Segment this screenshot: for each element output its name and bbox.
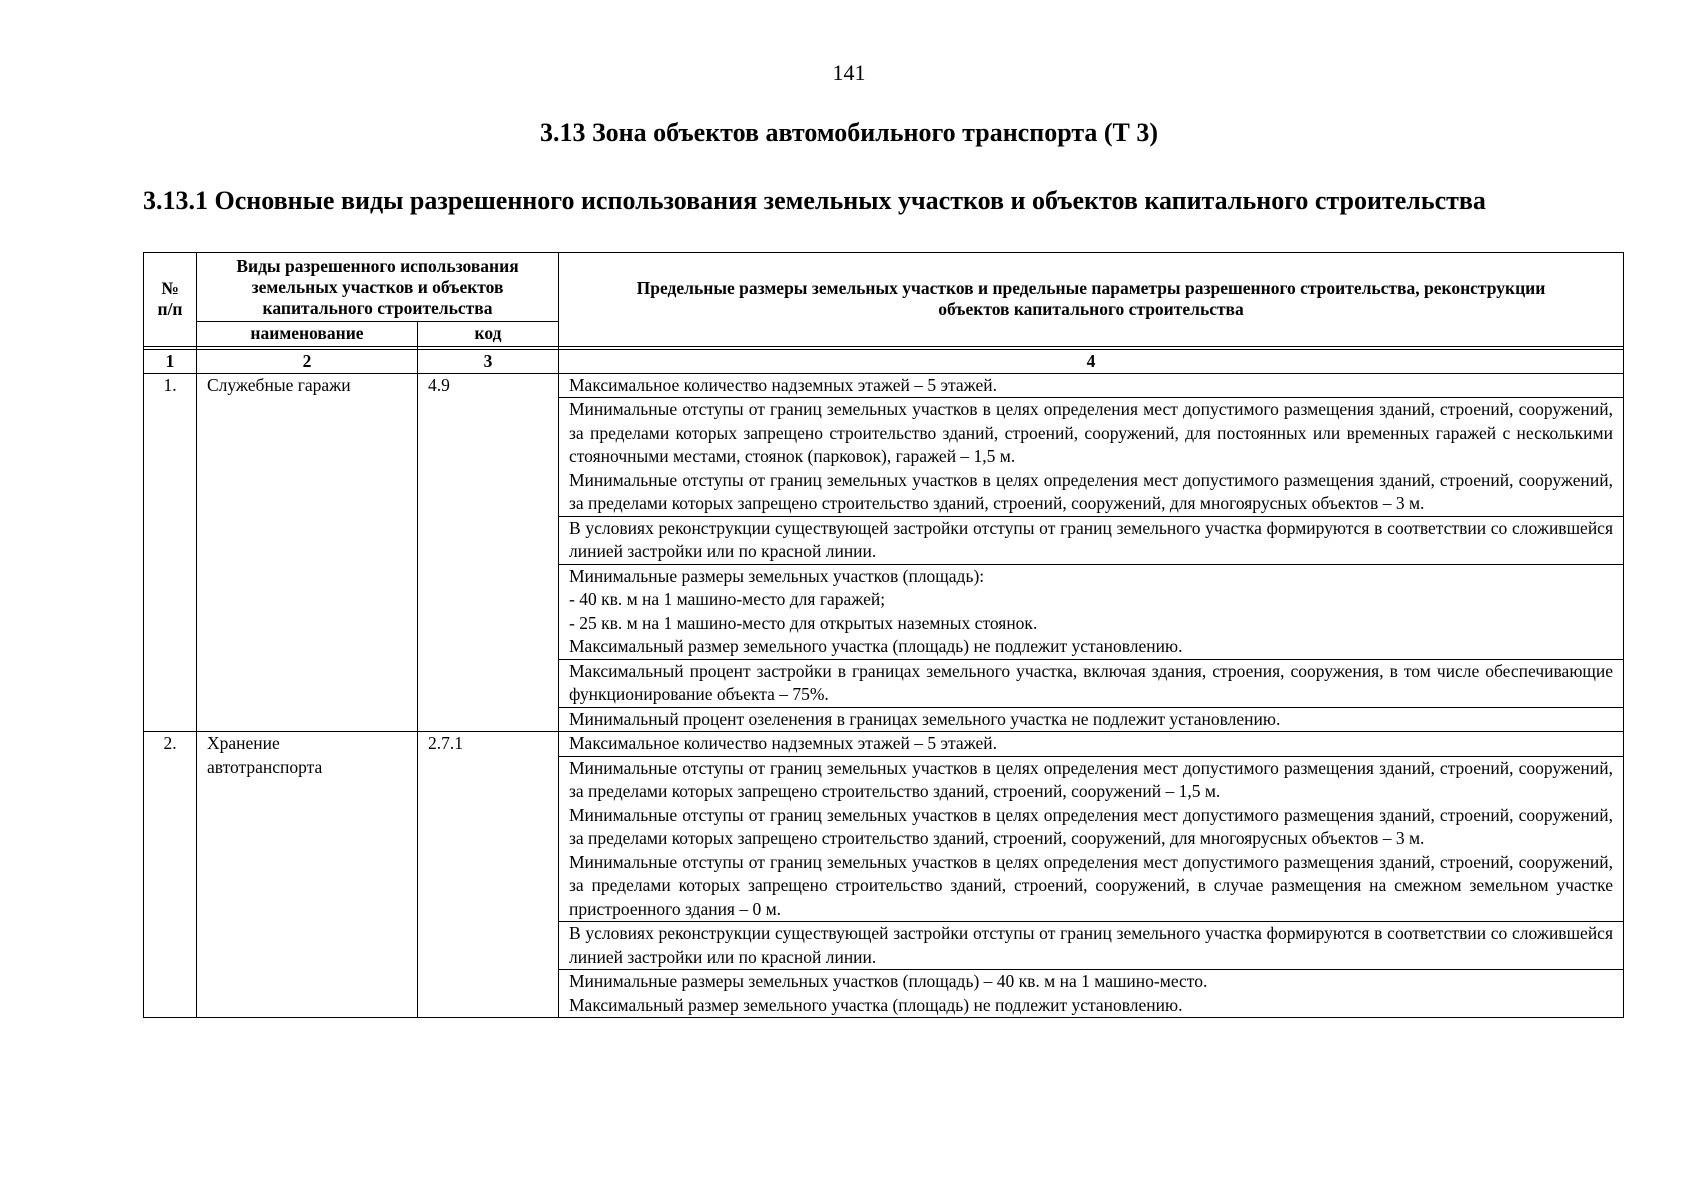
param-cell [559, 564, 1624, 659]
param-cell [559, 516, 1624, 564]
param-text: Максимальный размер земельного участка (площадь) не подлежит установлению. [569, 636, 1183, 656]
header-num: № п/п [144, 253, 197, 347]
header-code: код [418, 322, 559, 347]
param-text: Максимальный процент застройки в границах земельного участка, включая здания, строения, сооружения, в том числе обеспечивающие функционирование объекта – 75%. [569, 660, 1613, 704]
table-row [144, 373, 1624, 398]
col-number-1: 1 [144, 349, 197, 373]
col-number-4: 4 [559, 349, 1624, 373]
param-text: Максимальное количество надземных этажей – 5 этажей. [569, 733, 998, 753]
param-text: - 40 кв. м на 1 машино-место для гаражей; [569, 589, 886, 609]
header-use-types: Виды разрешенного использования земельных участков и объектов капитального строительства [197, 253, 559, 322]
param-text: Минимальный процент озеленения в границах земельного участка не подлежит установлению. [569, 708, 1281, 729]
param-cell [559, 659, 1624, 707]
row-number: 1. [144, 373, 197, 732]
param-text: Максимальный размер земельного участка (площадь) не подлежит установлению. [569, 994, 1183, 1015]
zone-title: 3.13 Зона объектов автомобильного транспорта (Т 3) [539, 118, 1159, 147]
regulations-table [143, 252, 1624, 1018]
param-text: Минимальные отступы от границ земельных участков в целях определения мест допустимого размещения зданий, строений, сооружений, за пределами которых запрещено строительство зданий, строений, сооружений – 1,5 м. [569, 757, 1613, 801]
param-cell [559, 756, 1624, 922]
col-number-3: 3 [418, 349, 559, 373]
param-text: Минимальные отступы от границ земельных участков в целях определения мест допустимого размещения зданий, строений, сооружений, за пределами которых запрещено строительство зданий, строений, сооружений, для постоянных или временных гаражей с несколькими стояночными местами, стоянок (парковок), гаражей – 1,5 м. [569, 399, 1613, 466]
param-text: Минимальные отступы от границ земельных участков в целях определения мест допустимого размещения зданий, строений, сооружений, за пределами которых запрещено строительство зданий, строений, сооружений, для многоярусных объектов – 3 м. [569, 804, 1613, 848]
param-text: Минимальные отступы от границ земельных участков в целях определения мест допустимого размещения зданий, строений, сооружений, за пределами которых запрещено строительство зданий, строений, сооружений, для многоярусных объектов – 3 м. [569, 469, 1613, 513]
param-text: В условиях реконструкции существующей застройки отступы от границ земельного участка формируются в соответствии со сложившейся линией застройки или по красной линии. [569, 923, 1613, 967]
param-text: - 25 кв. м на 1 машино-место для открытых наземных стоянок. [569, 612, 1038, 633]
page-number: 141 [832, 60, 866, 85]
param-text: Минимальные размеры земельных участков (площадь): [569, 565, 985, 586]
param-text: Максимальное количество надземных этажей – 5 этажей. [569, 374, 998, 395]
param-cell [559, 922, 1624, 970]
use-name: Хранение автотранспорта [197, 732, 418, 1018]
section-title: 3.13.1 Основные виды разрешенного использования земельных участков и объектов капитального строительства [143, 186, 1486, 215]
row-number: 2. [144, 732, 197, 1018]
use-name: Служебные гаражи [197, 373, 418, 732]
param-text: Минимальные отступы от границ земельных участков в целях определения мест допустимого размещения зданий, строений, сооружений, за пределами которых запрещено строительство зданий, строений, сооружений, в случае размещения на смежном земельном участке пристроенного здания – 0 м. [569, 851, 1613, 919]
use-code: 4.9 [418, 373, 559, 732]
header-limits: Предельные размеры земельных участков и предельные параметры разрешенного строительства, реконструкции объектов капитального строительства [559, 253, 1624, 347]
use-code: 2.7.1 [418, 732, 559, 1018]
param-cell [559, 732, 1624, 757]
header-name: наименование [197, 322, 418, 347]
table-row [144, 732, 1624, 757]
param-cell [559, 970, 1624, 1018]
param-text: Минимальные размеры земельных участков (площадь) – 40 кв. м на 1 машино-место. [569, 971, 1208, 991]
param-cell [559, 707, 1624, 732]
param-cell [559, 398, 1624, 517]
param-text: В условиях реконструкции существующей застройки отступы от границ земельного участка формируются в соответствии со сложившейся линией застройки или по красной линии. [569, 517, 1613, 561]
col-number-2: 2 [197, 349, 418, 373]
param-cell [559, 373, 1624, 398]
